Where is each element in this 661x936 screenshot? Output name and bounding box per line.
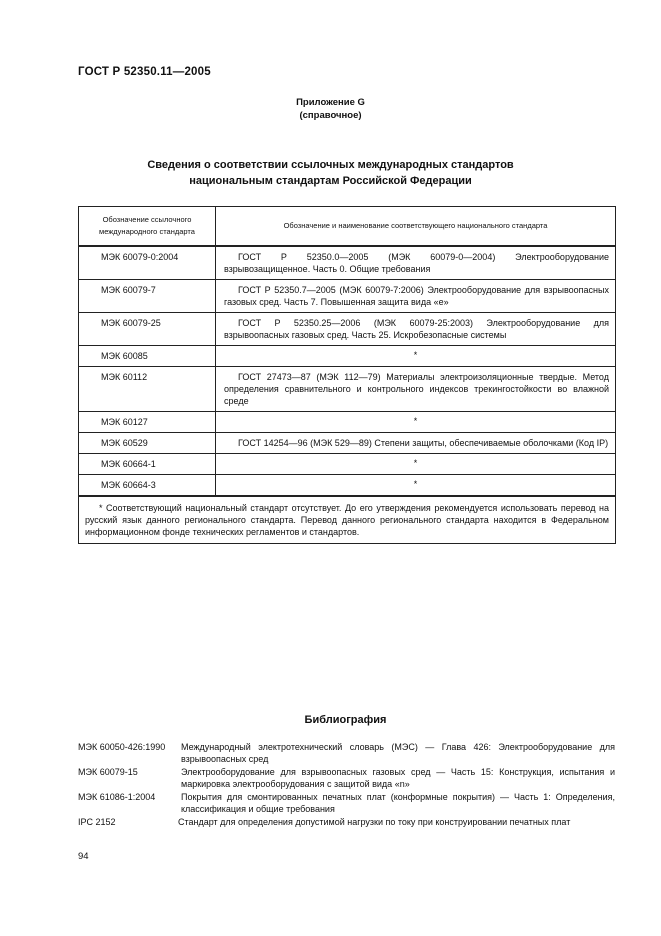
row-desc: * (216, 412, 616, 433)
row-desc: * (216, 454, 616, 475)
table-row (79, 280, 616, 313)
bibliography-list (78, 741, 615, 829)
row-code: МЭК 60079-25 (79, 313, 216, 346)
table-row (79, 246, 616, 280)
row-code: МЭК 60664-1 (79, 454, 216, 475)
bib-text: Покрытия для смонтированных печатных плат (конформные покрытия) — Часть 1: Определения, классификация и общие требования (181, 792, 615, 814)
col1-header-line1: Обозначение ссылочного (102, 215, 192, 224)
bib-code: МЭК 60079-15 (78, 767, 138, 777)
table-row (79, 475, 616, 497)
table-row (79, 313, 616, 346)
appendix-title: Приложение G (296, 97, 365, 108)
bib-code: МЭК 61086-1:2004 (78, 792, 156, 802)
section-title-line1: Сведения о соответствии ссылочных международных стандартов (147, 159, 514, 171)
list-item (78, 741, 615, 765)
list-item (78, 816, 615, 828)
row-desc: * (216, 475, 616, 497)
page-number: 94 (78, 851, 89, 862)
section-title (0, 157, 661, 189)
table-row (79, 454, 616, 475)
row-code: МЭК 60079-0:2004 (79, 246, 216, 280)
table-footnote: * Соответствующий национальный стандарт отсутствует. До его утверждения рекомендуется использовать перевод на русский язык данного регионального стандарта. Перевод данного регионального стандарта находится в Федеральном информационном фонде технических регламентов и стандартов. (79, 496, 616, 544)
row-desc: ГОСТ 27473—87 (МЭК 112—79) Материалы электроизоляционные твердые. Метод определения сравнительного и контрольного индексов трекингостойкости во влажной среде (216, 367, 616, 412)
col1-header-line2: международного стандарта (99, 227, 195, 236)
bibliography-title: Библиография (304, 714, 387, 726)
row-code: МЭК 60127 (79, 412, 216, 433)
row-desc: ГОСТ Р 52350.25—2006 (МЭК 60079-25:2003) Электрооборудование для взрывоопасных газовых сред. Часть 25. Искробезопасные системы (216, 313, 616, 346)
row-code: МЭК 60079-7 (79, 280, 216, 313)
row-desc: ГОСТ 14254—96 (МЭК 529—89) Степени защиты, обеспечиваемые оболочками (Код IP) (216, 433, 616, 454)
bib-code: IPC 2152 (78, 817, 116, 827)
bib-code: МЭК 60050-426:1990 (78, 742, 166, 752)
section-title-line2: национальным стандартам Российской Федерации (189, 175, 472, 187)
col1-header (79, 207, 216, 247)
bib-text: Стандарт для определения допустимой нагрузки по току при конструировании печатных плат (178, 817, 571, 827)
row-desc: ГОСТ Р 52350.0—2005 (МЭК 60079-0—2004) Электрооборудование взрывозащищенное. Часть 0. Общие требования (216, 246, 616, 280)
row-desc: * (216, 346, 616, 367)
table-row (79, 346, 616, 367)
row-code: МЭК 60085 (79, 346, 216, 367)
table-note-row (79, 496, 616, 544)
row-code: МЭК 60664-3 (79, 475, 216, 497)
appendix-subtitle: (справочное) (299, 110, 362, 121)
standards-correspondence-table (78, 206, 616, 544)
table-row (79, 367, 616, 412)
bib-text: Международный электротехнический словарь (МЭС) — Глава 426: Электрооборудование для взрывоопасных сред (181, 742, 615, 764)
row-code: МЭК 60529 (79, 433, 216, 454)
bib-text: Электрооборудование для взрывоопасных газовых сред — Часть 15: Конструкция, испытания и маркировка электрооборудования с защитой вида «n» (181, 767, 615, 789)
row-code: МЭК 60112 (79, 367, 216, 412)
list-item (78, 766, 615, 790)
list-item (78, 791, 615, 815)
table-header-row (79, 207, 616, 247)
table-row (79, 412, 616, 433)
document-id: ГОСТ Р 52350.11—2005 (78, 66, 211, 78)
table-row (79, 433, 616, 454)
row-desc: ГОСТ Р 52350.7—2005 (МЭК 60079-7:2006) Электрооборудование для взрывоопасных газовых сред. Часть 7. Повышенная защита вида «е» (216, 280, 616, 313)
col2-header: Обозначение и наименование соответствующего национального стандарта (216, 207, 616, 247)
appendix-heading (0, 96, 661, 122)
